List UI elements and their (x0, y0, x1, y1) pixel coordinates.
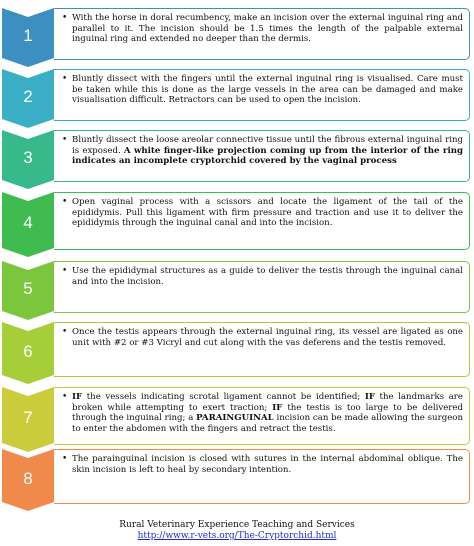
bullet-icon: • (62, 392, 68, 402)
step-text-box (54, 387, 470, 445)
step-text: Once the testis appears through the external inguinal ring, its vessel are ligated as one unit with #2 or #3 Vicryl and cut along with the vas deferens and the testis removed. (72, 327, 463, 348)
step-text (72, 392, 463, 434)
step-text: With the horse in doral recumbency, make an incision over the external inguinal ring and parallel to it. The incision should be 1.5 times the length of the palpable external inguinal ring and extended no deeper than the dermis. (72, 13, 463, 45)
step-chevron (2, 8, 54, 68)
step-2 (2, 69, 470, 121)
footer-link[interactable]: http://www.r-vets.org/The-Cryptorchid.html (137, 531, 337, 541)
step-text-plain: the testis is too large to be delivered through the inguinal ring; a (72, 402, 463, 424)
step-text: Use the epididymal structures as a guide to deliver the testis through the inguinal canal and into the incision. (72, 266, 463, 287)
step-text-box (54, 69, 470, 121)
bullet-icon: • (62, 135, 68, 145)
step-text-box (54, 261, 470, 313)
bullet-icon: • (62, 327, 68, 337)
step-number: 8 (23, 468, 33, 488)
step-chevron (2, 322, 54, 385)
step-text-box (54, 449, 470, 504)
bullet-icon: • (62, 74, 68, 84)
step-text (72, 135, 463, 167)
step-5 (2, 261, 470, 313)
step-text-box (54, 192, 470, 250)
step-text-box (54, 130, 470, 182)
bullet-icon: • (62, 197, 68, 207)
footer-org: Rural Veterinary Experience Teaching and Services (119, 520, 355, 530)
step-3 (2, 130, 470, 182)
step-4 (2, 192, 470, 250)
step-text-box (54, 322, 470, 377)
step-chevron (2, 261, 54, 321)
footer (0, 520, 474, 542)
step-6 (2, 322, 470, 377)
step-number: 1 (23, 26, 33, 45)
step-chevron (2, 192, 54, 258)
step-chevron (2, 449, 54, 512)
step-text-emphasis: IF (72, 392, 83, 402)
bullet-icon: • (62, 454, 68, 464)
step-text-plain: Bluntly dissect the loose areolar connective tissue until the fibrous external inguinal ring is exposed. (72, 135, 463, 156)
step-text: Open vaginal process with a scissors and locate the ligament of the tail of the epididymis. Pull this ligament with firm pressure and traction and use it to deliver the epididymis through the inguinal canal and into the incision. (72, 197, 463, 229)
step-chevron (2, 387, 54, 453)
step-number: 2 (23, 87, 33, 106)
step-text: The parainguinal incision is closed with sutures in the internal abdominal oblique. The skin incision is left to heal by secondary intention. (72, 454, 463, 475)
bullet-icon: • (62, 13, 68, 23)
step-text-emphasis: IF (364, 392, 375, 402)
step-text-plain: incision can be made allowing the surgeon to enter the abdomen with the fingers and retract the testis. (72, 413, 463, 434)
step-text-plain: the vessels indicating scrotal ligament cannot be identified; (82, 392, 365, 402)
step-text-emphasis: PARAINGUINAL (196, 413, 274, 424)
step-chevron (2, 130, 54, 190)
step-1 (2, 8, 470, 60)
step-text-plain: the landmarks are broken while attempting to exert traction; (72, 392, 463, 413)
step-text-emphasis: IF (272, 402, 283, 413)
bullet-icon: • (62, 266, 68, 276)
step-number: 6 (23, 341, 33, 361)
step-number: 4 (23, 213, 33, 232)
step-number: 5 (23, 279, 33, 298)
step-text-box (54, 8, 470, 60)
step-chevron (2, 69, 54, 129)
step-number: 7 (23, 408, 33, 427)
step-text-emphasis: A white finger-like projection coming up from the interior of the ring indicates an incomplete cryptorchid covered by the vaginal process (72, 145, 463, 167)
step-number: 3 (23, 148, 33, 167)
step-text: Bluntly dissect with the fingers until the external inguinal ring is visualised. Care must be taken while this is done as the large vessels in the area can be damaged and make visualisation difficult. Retractors can be used to open the incision. (72, 74, 463, 106)
step-8 (2, 449, 470, 504)
step-7 (2, 387, 470, 445)
